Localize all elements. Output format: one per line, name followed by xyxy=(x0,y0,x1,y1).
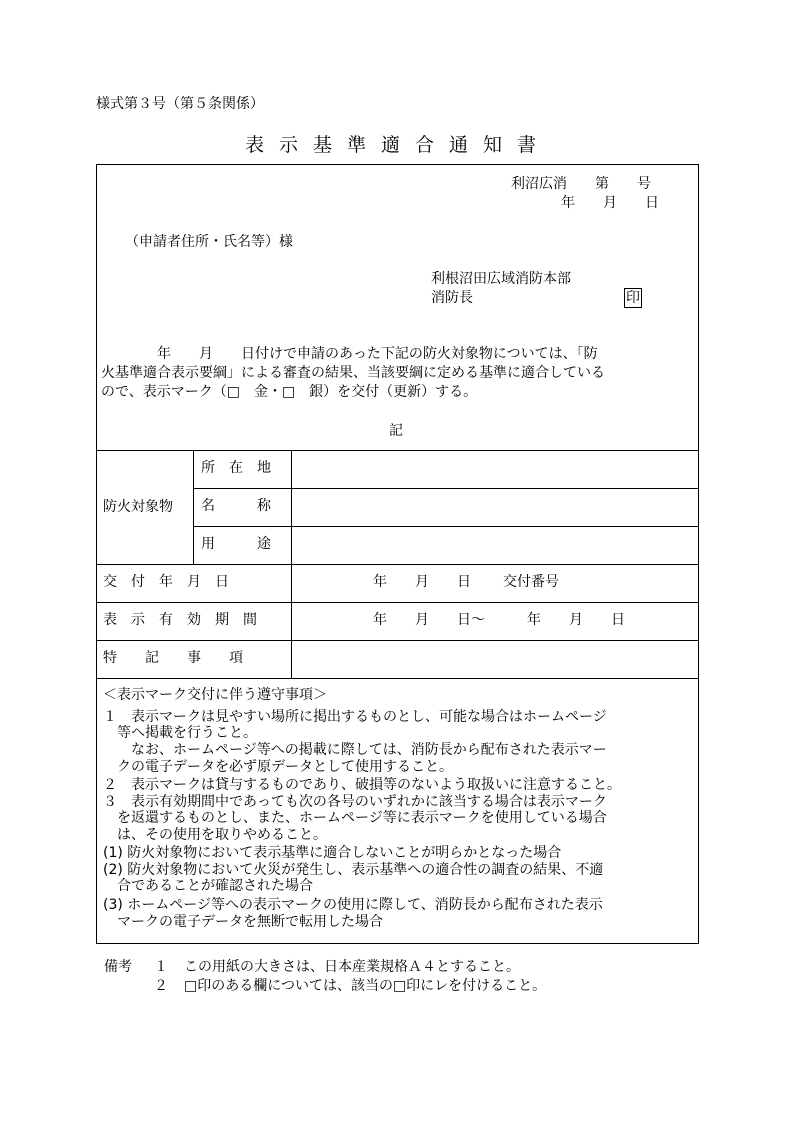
notes-line: なお、ホームページ等への掲載に際しては、消防長から配布された表示マー xyxy=(103,742,607,758)
body-line-1: 年 月 日付けで申請のあった下記の防火対象物については、「防 xyxy=(101,346,598,362)
issue-date-label: 交 付 年 月 日 xyxy=(103,574,229,590)
notes-line: (1) 防火対象物において表示基準に適合しないことが明らかとなった場合 xyxy=(103,845,562,861)
remarks-item-1: この用紙の大きさは、日本産業規格Ａ４とすること。 xyxy=(184,959,520,975)
document-number: 利沼広消 第 号 xyxy=(511,176,651,192)
object-label: 防火対象物 xyxy=(103,499,173,515)
document-title: 表示基準適合通知書 xyxy=(244,134,551,156)
notes-line: 等へ掲載を行うこと。 xyxy=(103,725,257,741)
notes-line: ２ 表示マークは貸与するものであり、破損等のないよう取扱いに注意すること。 xyxy=(103,777,621,793)
document-date: 年 月 日 xyxy=(561,195,659,211)
remarks-item-2: □印のある欄については、該当の□印にレを付けること。 xyxy=(184,978,547,994)
notes-line: (2) 防火対象物において火災が発生し、表示基準への適合性の調査の結果、不適 xyxy=(103,862,604,878)
name-label: 名 称 xyxy=(201,498,271,514)
body-line-2: 火基準適合表示要綱」による審査の結果、当該要綱に定める基準に適合している xyxy=(101,365,605,381)
addressee: （申請者住所・氏名等）様 xyxy=(125,234,293,250)
notes-line: を返還するものとし、また、ホームページ等に表示マークを使用している場合 xyxy=(103,810,607,826)
ki-mark: 記 xyxy=(389,423,403,439)
remarks-item-2-number: ２ xyxy=(154,978,168,994)
notes-line: (3) ホームページ等への表示マークの使用に際して、消防長から配布された表示 xyxy=(103,897,603,913)
validity-label: 表 示 有 効 期 間 xyxy=(103,612,257,628)
form-frame xyxy=(96,164,699,944)
validity-value: 年 月 日〜 年 月 日 xyxy=(373,612,625,628)
notes-line: は、その使用を取りやめること。 xyxy=(103,827,327,843)
issue-number-label: 交付番号 xyxy=(503,574,559,590)
notes-heading: ＜表示マーク交付に伴う遵守事項＞ xyxy=(103,687,327,703)
use-label: 用 途 xyxy=(201,536,271,552)
notes-line: ３ 表示有効期間中であっても次の各号のいずれかに該当する場合は表示マーク xyxy=(103,794,607,810)
notes-line: マークの電子データを無断で転用した場合 xyxy=(103,914,383,930)
form-number: 様式第３号（第５条関係） xyxy=(96,96,264,112)
remarks-item-1-number: １ xyxy=(154,959,168,975)
remarks-label: 備考 xyxy=(104,959,132,975)
issuer-organization: 利根沼田広域消防本部 xyxy=(431,271,571,287)
issue-date-value: 年 月 日 xyxy=(373,574,471,590)
body-line-3: ので、表示マーク（□ 金・□ 銀）を交付（更新）する。 xyxy=(101,384,478,400)
seal-mark: 印 xyxy=(626,290,640,306)
notes-line: １ 表示マークは見やすい場所に掲出するものとし、可能な場合はホームページ xyxy=(103,709,607,725)
issuer-title: 消防長 xyxy=(431,290,473,306)
notes-line: クの電子データを必ず原データとして使用すること。 xyxy=(103,759,453,775)
location-label: 所 在 地 xyxy=(201,460,271,476)
notes-line: 合であることが確認された場合 xyxy=(103,878,313,894)
special-notes-label: 特 記 事 項 xyxy=(103,650,243,666)
